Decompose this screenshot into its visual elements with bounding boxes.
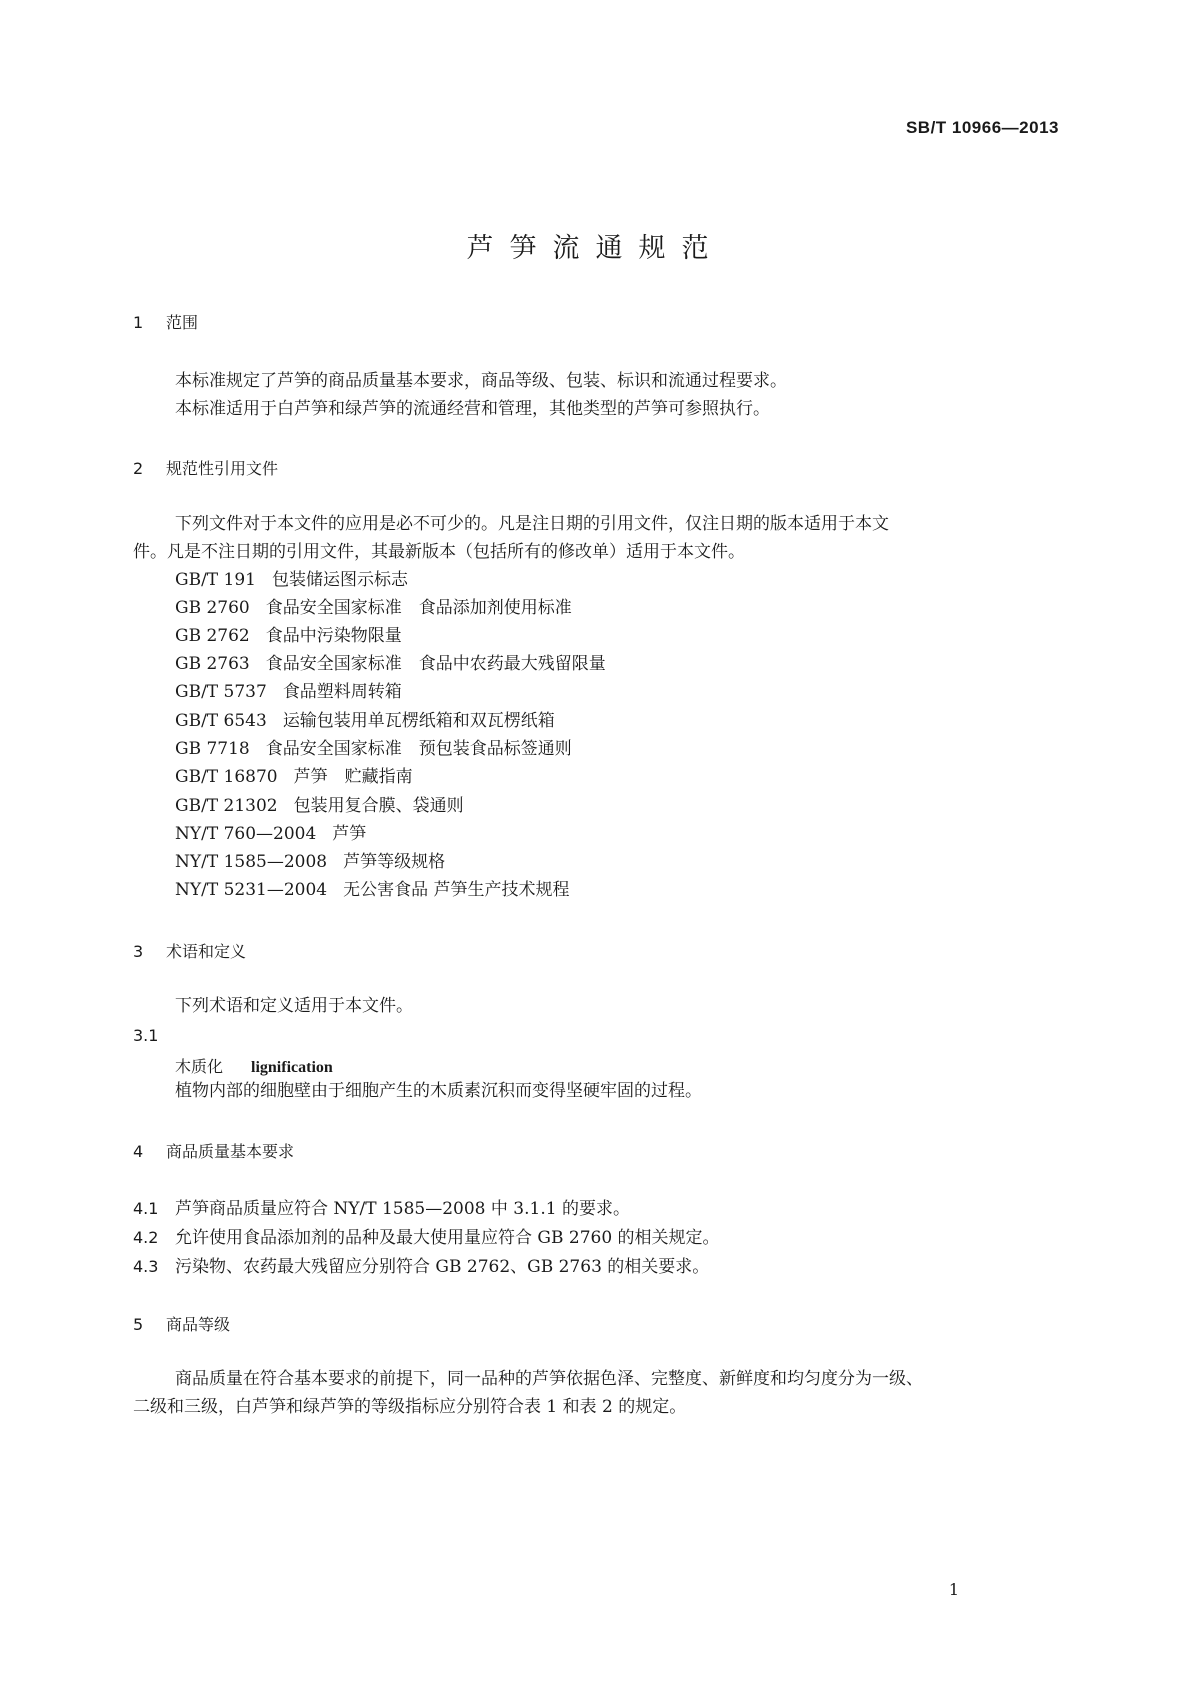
section-title: 商品等级 bbox=[166, 1315, 231, 1334]
reference-code: GB 7718 bbox=[175, 739, 250, 759]
section-2-heading bbox=[133, 456, 278, 479]
reference-code: NY/T 1585—2008 bbox=[175, 852, 328, 872]
section-3-heading bbox=[133, 939, 246, 962]
reference-code: NY/T 760—2004 bbox=[175, 824, 317, 844]
reference-name: 芦笋 bbox=[332, 824, 367, 844]
term-english: lignification bbox=[251, 1059, 333, 1076]
clause-text: 污染物、农药最大残留应分别符合 GB 2762、GB 2763 的相关要求。 bbox=[175, 1257, 710, 1277]
scope-paragraph-1: 本标准规定了芦笋的商品质量基本要求，商品等级、包装、标识和流通过程要求。 bbox=[175, 371, 787, 391]
reference-name: 运输包装用单瓦楞纸箱和双瓦楞纸箱 bbox=[282, 711, 555, 731]
reference-item bbox=[175, 875, 570, 905]
reference-code: GB/T 16870 bbox=[175, 767, 278, 787]
reference-name: 食品安全国家标准 预包装食品标签通则 bbox=[265, 739, 572, 759]
reference-item bbox=[175, 565, 408, 595]
page-number: 1 bbox=[948, 1580, 959, 1599]
reference-code: GB/T 21302 bbox=[175, 796, 278, 816]
reference-item bbox=[175, 847, 445, 877]
section-1-heading bbox=[133, 310, 198, 333]
reference-item bbox=[175, 649, 606, 679]
section-title: 商品质量基本要求 bbox=[166, 1142, 295, 1161]
document-title: 芦笋流通规范 bbox=[466, 233, 725, 264]
clause-item bbox=[133, 1223, 720, 1248]
reference-item bbox=[175, 677, 402, 707]
standard-code: SB/T 10966—2013 bbox=[905, 118, 1059, 137]
reference-item bbox=[175, 706, 555, 736]
section-title: 术语和定义 bbox=[166, 942, 247, 961]
grades-paragraph-line-2: 二级和三级，白芦笋和绿芦笋的等级指标应分别符合表 1 和表 2 的规定。 bbox=[133, 1397, 687, 1417]
reference-item bbox=[175, 819, 366, 849]
reference-name: 包装储运图示标志 bbox=[272, 570, 408, 590]
term-number: 3.1 bbox=[133, 1026, 159, 1045]
clause-number: 4.2 bbox=[133, 1228, 159, 1247]
section-number: 5 bbox=[133, 1315, 144, 1334]
reference-name: 食品塑料周转箱 bbox=[282, 682, 402, 702]
reference-item bbox=[175, 593, 572, 623]
term-entry bbox=[175, 1054, 333, 1077]
references-intro-line-1: 下列文件对于本文件的应用是必不可少的。凡是注日期的引用文件，仅注日期的版本适用于本文 bbox=[175, 514, 889, 534]
section-title: 范围 bbox=[166, 313, 199, 332]
clause-number: 4.1 bbox=[133, 1199, 159, 1218]
reference-item bbox=[175, 762, 413, 792]
reference-code: GB/T 6543 bbox=[175, 711, 267, 731]
terms-intro: 下列术语和定义适用于本文件。 bbox=[175, 996, 413, 1016]
section-number: 1 bbox=[133, 313, 144, 332]
term-chinese: 木质化 bbox=[175, 1057, 224, 1076]
reference-item bbox=[175, 734, 572, 764]
section-number: 3 bbox=[133, 942, 144, 961]
clause-item bbox=[133, 1252, 709, 1277]
clause-text: 允许使用食品添加剂的品种及最大使用量应符合 GB 2760 的相关规定。 bbox=[175, 1228, 720, 1248]
term-definition: 植物内部的细胞壁由于细胞产生的木质素沉积而变得坚硬牢固的过程。 bbox=[175, 1081, 702, 1101]
reference-name: 食品安全国家标准 食品添加剂使用标准 bbox=[265, 598, 572, 618]
reference-name: 芦笋 贮藏指南 bbox=[293, 767, 413, 787]
reference-name: 芦笋等级规格 bbox=[343, 852, 446, 872]
section-number: 2 bbox=[133, 459, 144, 478]
clause-number: 4.3 bbox=[133, 1257, 159, 1276]
reference-code: GB 2762 bbox=[175, 626, 250, 646]
references-intro-line-2: 件。凡是不注日期的引用文件，其最新版本（包括所有的修改单）适用于本文件。 bbox=[133, 542, 745, 562]
section-4-heading bbox=[133, 1139, 294, 1162]
reference-code: GB 2763 bbox=[175, 654, 250, 674]
reference-name: 包装用复合膜、袋通则 bbox=[293, 796, 464, 816]
grades-paragraph-line-1: 商品质量在符合基本要求的前提下，同一品种的芦笋依据色泽、完整度、新鲜度和均匀度分为一级、 bbox=[175, 1369, 923, 1389]
reference-code: GB/T 5737 bbox=[175, 682, 267, 702]
reference-item bbox=[175, 791, 464, 821]
reference-code: GB 2760 bbox=[175, 598, 250, 618]
scope-paragraph-2: 本标准适用于白芦笋和绿芦笋的流通经营和管理，其他类型的芦笋可参照执行。 bbox=[175, 399, 770, 419]
reference-code: GB/T 191 bbox=[175, 570, 256, 590]
clause-item bbox=[133, 1194, 630, 1219]
section-number: 4 bbox=[133, 1142, 144, 1161]
reference-item bbox=[175, 621, 402, 651]
reference-code: NY/T 5231—2004 bbox=[175, 880, 328, 900]
section-title: 规范性引用文件 bbox=[166, 459, 279, 478]
reference-name: 食品中污染物限量 bbox=[265, 626, 402, 646]
section-5-heading bbox=[133, 1312, 230, 1335]
reference-name: 食品安全国家标准 食品中农药最大残留限量 bbox=[265, 654, 606, 674]
reference-name: 无公害食品 芦笋生产技术规程 bbox=[343, 880, 570, 900]
clause-text: 芦笋商品质量应符合 NY/T 1585—2008 中 3.1.1 的要求。 bbox=[175, 1199, 630, 1219]
